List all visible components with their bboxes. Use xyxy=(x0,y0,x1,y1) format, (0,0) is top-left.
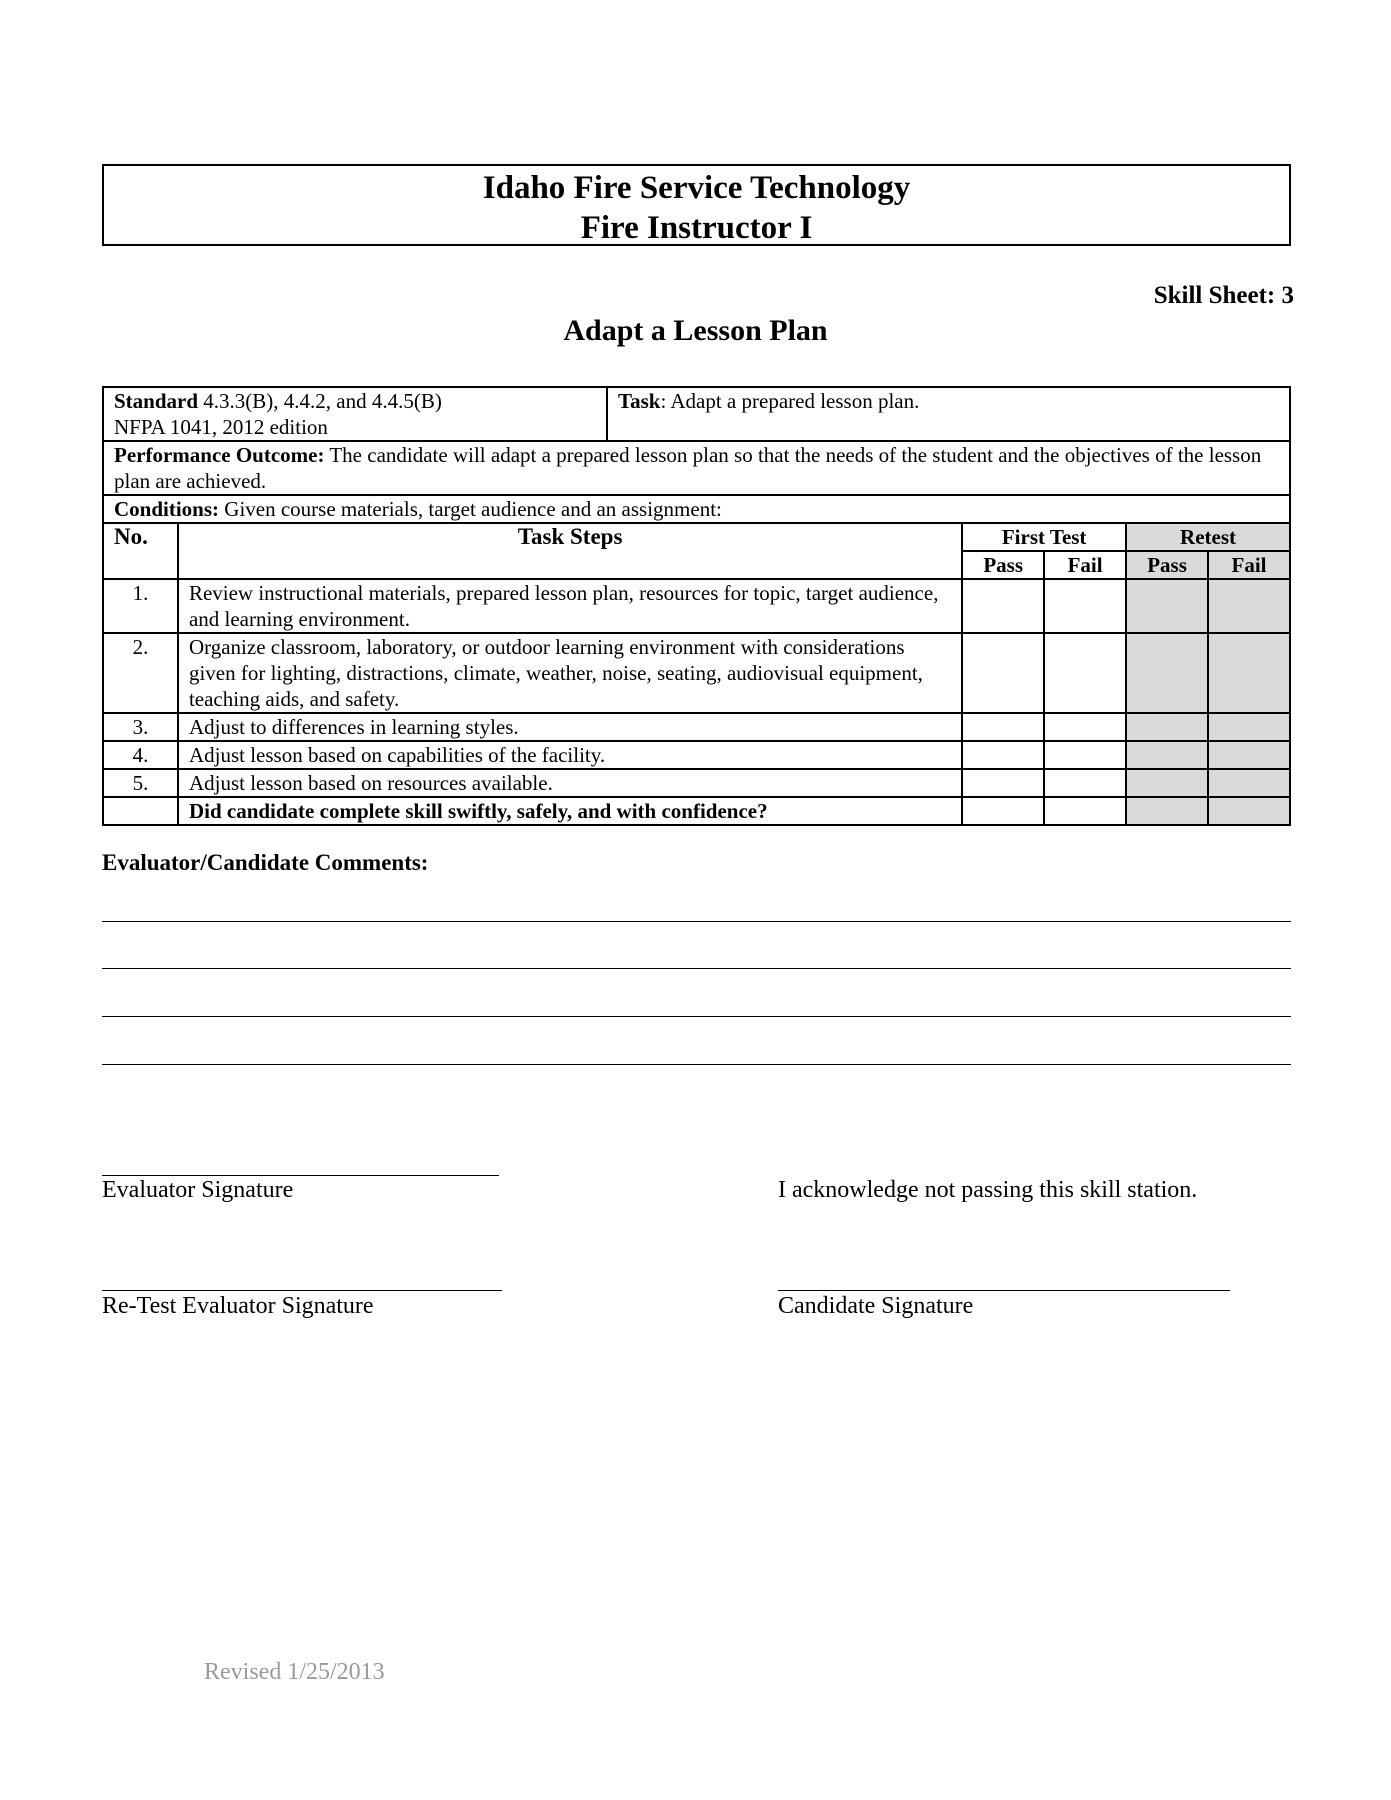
conditions-value: Given course materials, target audience and an assignment: xyxy=(219,497,722,521)
retest-fail-cell[interactable] xyxy=(1208,741,1290,769)
retest-fail-cell[interactable] xyxy=(1208,579,1290,633)
standard-value: 4.3.3(B), 4.4.2, and 4.4.5(B) xyxy=(198,389,442,413)
performance-label: Performance Outcome: xyxy=(114,443,325,467)
standard-row xyxy=(103,387,1290,441)
retest-header: Retest xyxy=(1126,523,1290,551)
retest-fail-cell[interactable] xyxy=(1208,769,1290,797)
conditions-label: Conditions: xyxy=(114,497,220,521)
retest-pass-cell[interactable] xyxy=(1126,769,1208,797)
standard-label: Standard xyxy=(114,389,199,413)
nfpa-edition: NFPA 1041, 2012 edition xyxy=(114,415,328,439)
table-row xyxy=(103,633,1290,713)
first-fail-cell[interactable] xyxy=(1044,633,1126,713)
retest-pass-cell[interactable] xyxy=(1126,713,1208,741)
comment-line[interactable] xyxy=(102,968,1291,969)
org-name: Idaho Fire Service Technology xyxy=(482,170,911,206)
step-text: Adjust lesson based on resources available. xyxy=(178,769,962,797)
step-number: 2. xyxy=(103,633,178,713)
performance-row xyxy=(103,441,1290,495)
retest-pass-cell[interactable] xyxy=(1126,579,1208,633)
comments-label: Evaluator/Candidate Comments: xyxy=(102,850,429,875)
retest-pass-cell[interactable] xyxy=(1126,633,1208,713)
comment-line[interactable] xyxy=(102,1064,1291,1065)
step-text: Adjust to differences in learning styles. xyxy=(178,713,962,741)
retest-fail-header: Fail xyxy=(1208,551,1290,579)
step-text: Adjust lesson based on capabilities of the facility. xyxy=(178,741,962,769)
candidate-signature-label: Candidate Signature xyxy=(778,1293,974,1319)
conditions-row xyxy=(103,495,1290,523)
step-text: Review instructional materials, prepared lesson plan, resources for topic, target audience, and learning environment. xyxy=(178,579,962,633)
retest-pass-cell[interactable] xyxy=(1126,797,1208,825)
first-pass-cell[interactable] xyxy=(962,713,1044,741)
step-number: 1. xyxy=(103,579,178,633)
final-question: Did candidate complete skill swiftly, safely, and with confidence? xyxy=(178,797,962,825)
step-number: 3. xyxy=(103,713,178,741)
comment-line[interactable] xyxy=(102,921,1291,922)
performance-value: The candidate will adapt a prepared lesson plan so that the needs of the student and the objectives of the lesson plan are achieved. xyxy=(114,443,1262,493)
retest-fail-cell[interactable] xyxy=(1208,633,1290,713)
first-fail-cell[interactable] xyxy=(1044,713,1126,741)
evaluator-signature-label: Evaluator Signature xyxy=(102,1177,294,1203)
table-header-row xyxy=(103,523,1290,551)
table-row xyxy=(103,579,1290,633)
candidate-signature-line[interactable] xyxy=(778,1290,1230,1291)
step-text: Organize classroom, laboratory, or outdoor learning environment with considerations given for lighting, distractions, climate, weather, noise, seating, audiovisual equipment, teaching aids, and safety. xyxy=(178,633,962,713)
skill-table xyxy=(102,386,1291,826)
table-row xyxy=(103,741,1290,769)
first-fail-header: Fail xyxy=(1044,551,1126,579)
revised-date: Revised 1/25/2013 xyxy=(204,1659,385,1685)
retest-fail-cell[interactable] xyxy=(1208,713,1290,741)
acknowledge-statement: I acknowledge not passing this skill station. xyxy=(778,1177,1198,1203)
table-row xyxy=(103,769,1290,797)
course-name: Fire Instructor I xyxy=(580,210,813,246)
first-test-header: First Test xyxy=(962,523,1126,551)
retest-pass-cell[interactable] xyxy=(1126,741,1208,769)
first-pass-cell[interactable] xyxy=(962,797,1044,825)
standard-cell xyxy=(104,388,607,440)
retest-fail-cell[interactable] xyxy=(1208,797,1290,825)
first-pass-cell[interactable] xyxy=(962,741,1044,769)
first-pass-cell[interactable] xyxy=(962,769,1044,797)
task-cell xyxy=(607,388,962,440)
comment-line[interactable] xyxy=(102,1016,1291,1017)
first-fail-cell[interactable] xyxy=(1044,797,1126,825)
first-fail-cell[interactable] xyxy=(1044,741,1126,769)
retest-evaluator-signature-label: Re-Test Evaluator Signature xyxy=(102,1293,374,1319)
final-question-row xyxy=(103,797,1290,825)
page-title: Adapt a Lesson Plan xyxy=(563,314,828,347)
task-value: : Adapt a prepared lesson plan. xyxy=(660,389,920,413)
first-pass-header: Pass xyxy=(962,551,1044,579)
retest-pass-header: Pass xyxy=(1126,551,1208,579)
step-number: 4. xyxy=(103,741,178,769)
step-number: 5. xyxy=(103,769,178,797)
task-label: Task xyxy=(618,389,661,413)
retest-evaluator-signature-line[interactable] xyxy=(102,1290,502,1291)
evaluator-signature-line[interactable] xyxy=(102,1175,499,1176)
first-pass-cell[interactable] xyxy=(962,633,1044,713)
first-fail-cell[interactable] xyxy=(1044,769,1126,797)
first-fail-cell[interactable] xyxy=(1044,579,1126,633)
first-pass-cell[interactable] xyxy=(962,579,1044,633)
col-no-header: No. xyxy=(103,523,178,579)
skill-sheet-number: Skill Sheet: 3 xyxy=(1153,282,1294,309)
col-steps-header: Task Steps xyxy=(178,523,962,579)
header-box xyxy=(102,164,1291,246)
table-row xyxy=(103,713,1290,741)
